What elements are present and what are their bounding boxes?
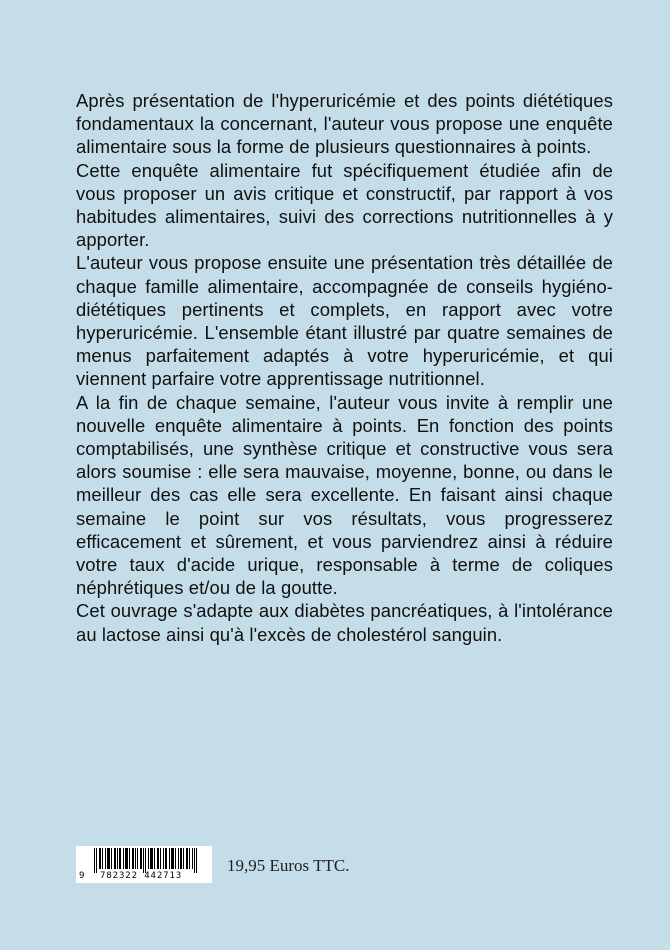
blurb-paragraph: L'auteur vous propose ensuite une présentation très détaillée de chaque famille alimentaire, accompagnée de conseils hygiéno-diététiques pertinents et complets, en rapport avec votre hyperuricémie. L'ensemble étant illustré par quatre semaines de menus parfaitement adaptés à votre hyperuricémie, et qui viennent parfaire votre apprentissage nutritionnel.: [76, 252, 613, 390]
blurb-paragraph: Après présentation de l'hyperuricémie et des points diététiques fondamentaux la concernant, l'auteur vous propose une enquête alimentaire sous la forme de plusieurs questionnaires à points.: [76, 90, 613, 158]
blurb-paragraph: Cet ouvrage s'adapte aux diabètes pancréatiques, à l'intolérance au lactose ainsi qu'à l'excès de cholestérol sanguin.: [76, 600, 613, 645]
blurb-paragraph: A la fin de chaque semaine, l'auteur vous invite à remplir une nouvelle enquête alimentaire à points. En fonction des points comptabilisés, une synthèse critique et constructive vous sera alors soumise : elle sera mauvaise, moyenne, bonne, ou dans le meilleur des cas elle sera excellente. En faisant ainsi chaque semaine le point sur vos résultats, vous progresserez efficacement et sûrement, et vous parviendrez ainsi à réduire votre taux d'acide urique, responsable à terme de coliques néphrétiques et/ou de la goutte.: [76, 391, 613, 599]
price-row: [76, 846, 349, 883]
barcode-lead-digit: 9: [79, 871, 85, 881]
isbn-barcode: [76, 846, 212, 883]
price-label: 19,95 Euros TTC.: [227, 855, 350, 875]
barcode-digits: 782322 442713: [100, 871, 183, 881]
blurb-paragraph: Cette enquête alimentaire fut spécifiquement étudiée afin de vous proposer un avis critique et constructif, par rapport à vos habitudes alimentaires, suivi des corrections nutritionnelles à y apporter.: [76, 159, 613, 251]
back-cover-blurb: [76, 89, 613, 646]
barcode-bars: [76, 846, 212, 873]
